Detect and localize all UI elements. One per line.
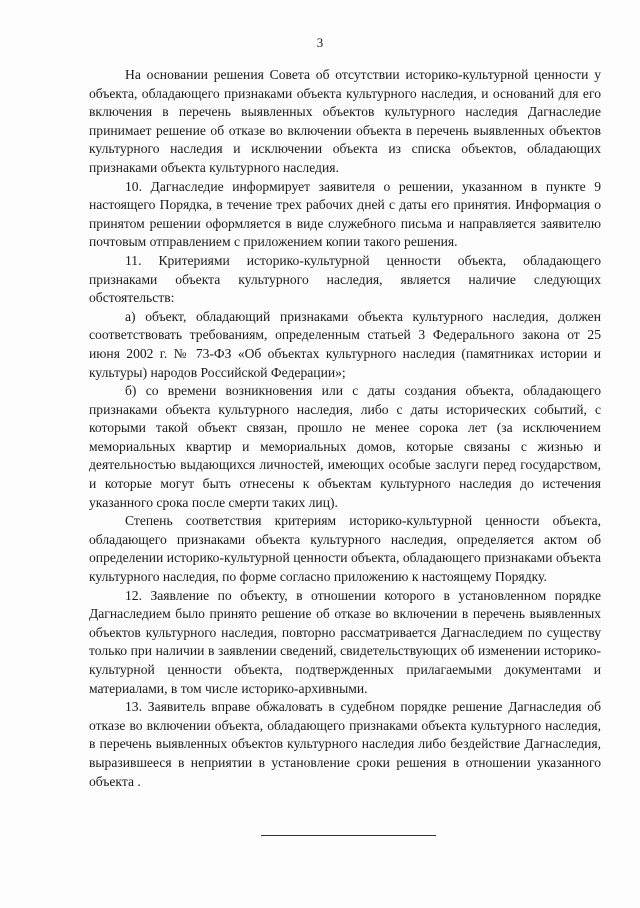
paragraph-12: 12. Заявление по объекту, в отношении которого в установленном порядке Дагнаследием было принято решение об отказе во включении в перечень выявленных объектов культурного наследия, повторно рассматривается Дагнаследием по существу только при наличии в заявлении сведений, свидетельствующих об изменении историко-культурной ценности объекта, подтвержденных прилагаемыми документами и материалами, в том числе историко-архивными. <box>89 587 601 696</box>
page-number: 3 <box>316 35 324 50</box>
document-body <box>89 66 601 791</box>
paragraph-11: 11. Критериями историко-культурной ценности объекта, обладающего признаками объекта культурного наследия, является наличие следующих обстоятельств: <box>89 252 601 306</box>
paragraph-10: 10. Дагнаследие информирует заявителя о решении, указанном в пункте 9 настоящего Порядка, в течение трех рабочих дней с даты его принятия. Информация о принятом решении оформляется в виде служебного письма и направляется заявителю почтовым отправлением с приложением копии такого решения. <box>89 178 601 250</box>
closing-rule <box>261 835 436 836</box>
paragraph-11-b: б) со времени возникновения или с даты создания объекта, обладающего признаками объекта культурного наследия, либо с даты исторических событий, с которыми такой объект связан, прошло не менее сорока лет (за исключением мемориальных квартир и мемориальных домов, которые связаны с жизнью и деятельностью выдающихся личностей, имеющих особые заслуги перед государством, и которые могут быть отнесены к объектам культурного наследия до истечения указанного срока после смерти таких лиц). <box>89 383 601 510</box>
paragraph-council-decision: На основании решения Совета об отсутствии историко-культурной ценности у объекта, обладающего признаками объекта культурного наследия, и оснований для его включения в перечень выявленных объектов культурного наследия Дагнаследие принимает решение об отказе во включении объекта в перечень выявленных объектов культурного наследия и исключении объекта из списка объектов, обладающих признаками объекта культурного наследия. <box>89 67 601 175</box>
paragraph-11-a: а) объект, обладающий признаками объекта культурного наследия, должен соответствовать требованиям, определенным статьей 3 Федерального закона от 25 июня 2002 г. № 73-ФЗ «Об объектах культурного наследия (памятниках истории и культуры) народов Российской Федерации»; <box>89 308 601 380</box>
paragraph-degree-of-compliance: Степень соответствия критериям историко-культурной ценности объекта, обладающего признаками объекта культурного наследия, определяется актом об определении историко-культурной ценности объекта, обладающего признаками объекта культурного наследия, по форме согласно приложению к настоящему Порядку. <box>89 513 601 585</box>
paragraph-13: 13. Заявитель вправе обжаловать в судебном порядке решение Дагнаследия об отказе во включении объекта, обладающего признаками объекта культурного наследия, в перечень выявленных объектов культурного наследия либо бездействие Дагнаследия, выразившееся в неприятии в установление сроки решения в отношении указанного объекта . <box>89 699 601 789</box>
